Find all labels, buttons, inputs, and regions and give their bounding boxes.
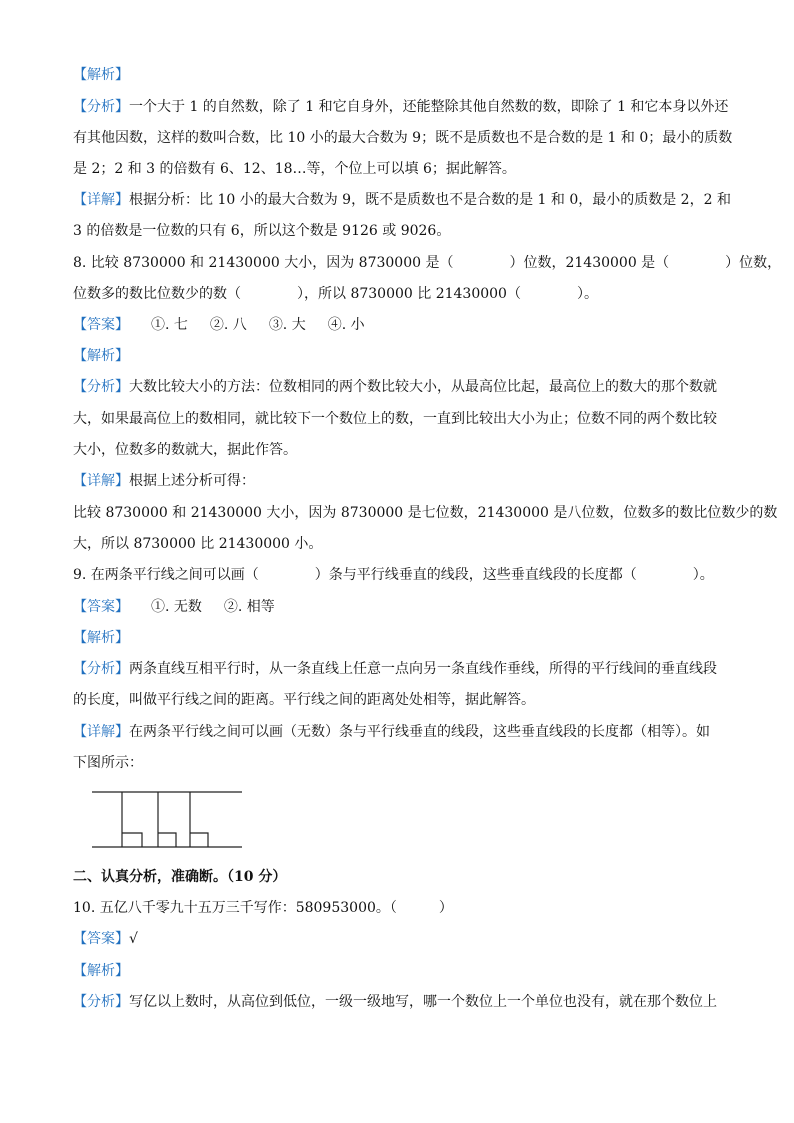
tag-label: 【分析】 [73, 994, 129, 1010]
analysis-line [73, 158, 516, 180]
tag-label: 【分析】 [73, 99, 129, 115]
detail-line [73, 752, 143, 774]
section-title: 二、认真分析，准确断。（10 分） [73, 869, 287, 885]
tag-label: 【答案】 [73, 317, 129, 333]
answer-line [73, 314, 365, 336]
detail-line [73, 721, 710, 743]
detail-line [73, 220, 450, 242]
detail-text: 根据上述分析可得： [129, 473, 255, 489]
detail-text: 比较 8730000 和 21430000 大小，因为 8730000 是七位数，21430000 是八位数，位数多的数比位数少的数 [73, 505, 778, 521]
question-8 [73, 252, 781, 274]
tag-label: 【答案】 [73, 599, 129, 615]
question-text: 10. 五亿八千零九十五万三千写作：580953000。（ ） [73, 900, 453, 916]
tag-label: 【详解】 [73, 192, 129, 208]
analysis-header [73, 627, 129, 649]
analysis-header [73, 345, 129, 367]
answer-value: √ [129, 931, 138, 947]
answer-item: ①. 七 [151, 317, 188, 333]
detail-text: 在两条平行线之间可以画（无数）条与平行线垂直的线段，这些垂直线段的长度都（相等）。如 [129, 724, 710, 740]
analysis-line [73, 96, 728, 118]
answer-line [73, 596, 275, 618]
analysis-text: 大，如果最高位上的数相同，就比较下一个数位上的数，一直到比较出大小为止；位数不同的两个数比较 [73, 411, 717, 427]
tag-label: 【分析】 [73, 379, 129, 395]
analysis-line [73, 376, 717, 398]
detail-line [73, 470, 255, 492]
tag-label: 【分析】 [73, 661, 129, 677]
answer-item: ①. 无数 [151, 599, 202, 615]
tag-label: 【解析】 [73, 963, 129, 979]
question-9 [73, 564, 714, 586]
right-angle-mark [158, 833, 176, 847]
analysis-text: 两条直线互相平行时，从一条直线上任意一点向另一条直线作垂线，所得的平行线间的垂直线段 [129, 661, 717, 677]
detail-text: 3 的倍数是一位数的只有 6，所以这个数是 9126 或 9026。 [73, 223, 451, 239]
analysis-line [73, 439, 297, 461]
analysis-line [73, 689, 535, 711]
detail-line [73, 502, 777, 524]
analysis-line [73, 127, 732, 149]
analysis-text: 的长度，叫做平行线之间的距离。平行线之间的距离处处相等，据此解答。 [73, 692, 535, 708]
detail-text: 下图所示： [73, 755, 143, 771]
analysis-text: 写亿以上数时，从高位到低位，一级一级地写，哪一个数位上一个单位也没有，就在那个数位上 [129, 994, 717, 1010]
analysis-line [73, 991, 717, 1013]
analysis-text: 大小，位数多的数就大，据此作答。 [73, 442, 297, 458]
tag-label: 【详解】 [73, 473, 129, 489]
tag-label: 【详解】 [73, 724, 129, 740]
right-angle-mark [122, 833, 142, 847]
answer-item: ④. 小 [327, 317, 365, 333]
analysis-line [73, 658, 717, 680]
tag-label: 【答案】 [73, 931, 129, 947]
tag-label: 【解析】 [73, 348, 129, 364]
detail-text: 大，所以 8730000 比 21430000 小。 [73, 536, 323, 552]
answer-line [73, 928, 138, 950]
answer-item: ③. 大 [268, 317, 306, 333]
question-text: 9. 在两条平行线之间可以画（ ）条与平行线垂直的线段，这些垂直线段的长度都（ ）。 [73, 567, 714, 583]
analysis-text: 有其他因数，这样的数叫合数，比 10 小的最大合数为 9；既不是质数也不是合数的是 1 和 0；最小的质数 [73, 130, 733, 146]
question-10 [73, 897, 453, 919]
right-angle-mark [190, 833, 208, 847]
analysis-text: 一个大于 1 的自然数，除了 1 和它自身外，还能整除其他自然数的数，即除了 1 和它本身以外还 [129, 99, 729, 115]
analysis-line [73, 408, 717, 430]
answer-item: ②. 相等 [223, 599, 275, 615]
parallel-lines-figure [90, 788, 246, 850]
question-text: 位数多的数比位数少的数（ ），所以 8730000 比 21430000（ ）。 [73, 286, 598, 302]
detail-line [73, 189, 731, 211]
detail-line [73, 533, 322, 555]
section-heading [73, 866, 286, 888]
answer-item: ②. 八 [209, 317, 247, 333]
detail-text: 根据分析：比 10 小的最大合数为 9，既不是质数也不是合数的是 1 和 0，最小的质数是 2，2 和 [129, 192, 731, 208]
question-text: 8. 比较 8730000 和 21430000 大小，因为 8730000 是（ ）位数，21430000 是（ ）位数， [73, 255, 782, 271]
analysis-text: 是 2；2 和 3 的倍数有 6、12、18…等，个位上可以填 6；据此解答。 [73, 161, 516, 177]
analysis-header [73, 64, 129, 86]
tag-label: 【解析】 [73, 67, 129, 83]
analysis-text: 大数比较大小的方法：位数相同的两个数比较大小，从最高位比起，最高位上的数大的那个数就 [129, 379, 717, 395]
question-8-cont [73, 283, 598, 305]
tag-label: 【解析】 [73, 630, 129, 646]
analysis-header [73, 960, 129, 982]
